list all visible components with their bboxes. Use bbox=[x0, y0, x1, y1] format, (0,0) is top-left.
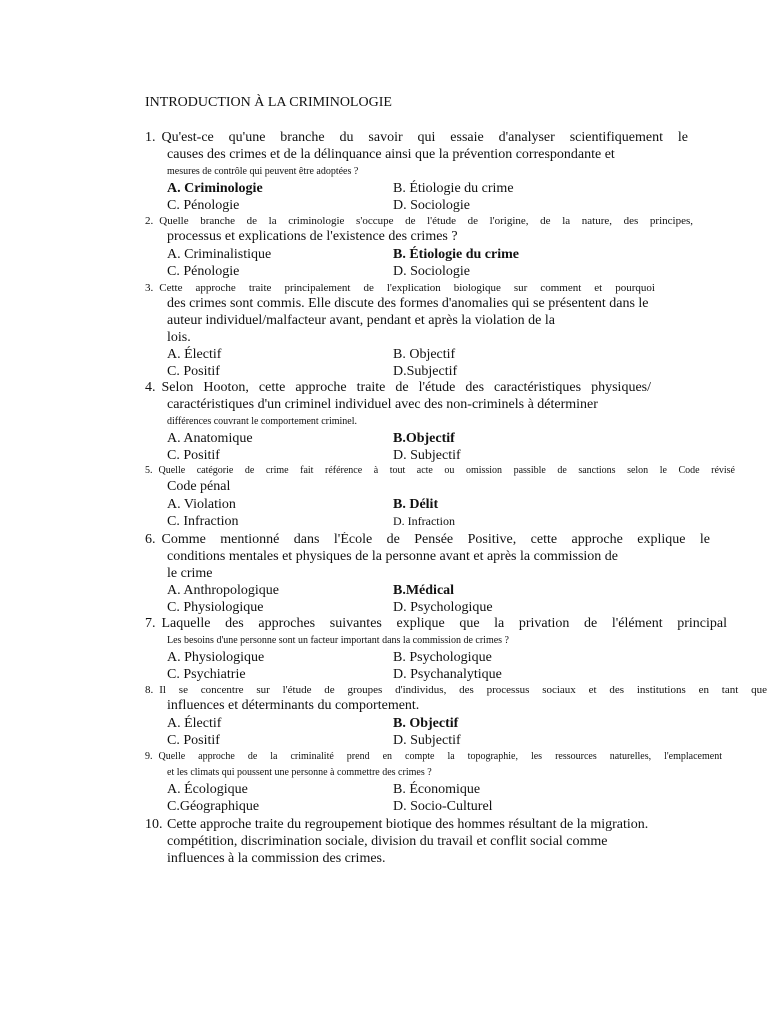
question-text: Selon Hooton, cette approche traite de l'étude des caractéristiques physiques/ bbox=[161, 380, 651, 395]
option-c: C. Pénologie bbox=[167, 263, 240, 279]
question-number: 10. bbox=[145, 817, 163, 832]
option-a: A. Anatomique bbox=[167, 430, 253, 446]
question-text: conditions mentales et physiques de la personne avant et après la commission de bbox=[167, 548, 618, 564]
option-c: C.Géographique bbox=[167, 799, 260, 814]
answer-options bbox=[145, 246, 744, 280]
question-7 bbox=[145, 616, 744, 683]
question-text: le crime bbox=[167, 565, 213, 581]
option-c: C. Positif bbox=[167, 364, 220, 380]
option-d: D. Sociologie bbox=[393, 263, 470, 279]
option-d: D. Psychologique bbox=[393, 600, 493, 616]
option-b: B. Psychologique bbox=[393, 649, 492, 665]
option-d: D. Infraction bbox=[393, 513, 455, 528]
option-b: B. Étiologie du crime bbox=[393, 246, 519, 262]
option-d: D. Socio-Culturel bbox=[393, 799, 493, 814]
question-text: mesures de contrôle qui peuvent être adoptées ? bbox=[167, 165, 359, 177]
answer-options bbox=[145, 496, 744, 530]
option-b: B. Objectif bbox=[393, 715, 459, 731]
document-title: INTRODUCTION À LA CRIMINOLOGIE bbox=[145, 95, 392, 110]
answer-options bbox=[145, 781, 744, 815]
option-a: A. Criminalistique bbox=[167, 246, 272, 262]
option-a: A. Criminologie bbox=[167, 180, 263, 196]
question-number: 8. bbox=[145, 684, 154, 696]
question-text: Code pénal bbox=[167, 479, 231, 494]
option-c: C. Psychiatrie bbox=[167, 666, 246, 682]
question-text: Cette approche traite du regroupement biotique des hommes résultant de la migration. bbox=[167, 817, 649, 832]
question-number: 3. bbox=[145, 282, 154, 294]
question-number: 4. bbox=[145, 380, 156, 395]
answer-options bbox=[145, 430, 744, 464]
question-text: Cette approche traite principalement de l'explication biologique sur comment et pourquoi bbox=[159, 282, 655, 294]
question-1 bbox=[145, 130, 744, 214]
question-number: 7. bbox=[145, 616, 156, 631]
question-text: Laquelle des approches suivantes explique que la privation de l'élément principal bbox=[161, 616, 727, 631]
option-d: D. Sociologie bbox=[393, 197, 470, 213]
question-text: caractéristiques d'un criminel individuel avec des non-criminels à déterminer bbox=[167, 396, 598, 412]
option-b: B. Objectif bbox=[393, 347, 456, 363]
option-d: D.Subjectif bbox=[393, 364, 458, 380]
option-b: B. Étiologie du crime bbox=[393, 180, 514, 196]
question-5 bbox=[145, 463, 744, 530]
option-a: A. Électif bbox=[167, 715, 222, 731]
question-number: 1. bbox=[145, 130, 156, 145]
question-number: 9. bbox=[145, 751, 153, 762]
question-text: Les besoins d'une personne sont un facteur important dans la commission de crimes ? bbox=[167, 634, 509, 646]
option-d: D. Subjectif bbox=[393, 732, 461, 748]
option-b: B. Délit bbox=[393, 496, 439, 512]
option-c: C. Positif bbox=[167, 447, 220, 463]
question-text: influences et déterminants du comportement. bbox=[167, 698, 420, 713]
question-number: 6. bbox=[145, 532, 156, 547]
answer-options bbox=[145, 346, 744, 380]
question-number: 5. bbox=[145, 465, 153, 476]
question-text: Il se concentre sur l'étude de groupes d'individus, des processus sociaux et des institutions en tant que bbox=[159, 684, 767, 696]
question-number: 2. bbox=[145, 215, 154, 227]
question-text: auteur individuel/malfacteur avant, pendant et après la violation de la bbox=[167, 312, 555, 328]
question-4 bbox=[145, 380, 744, 464]
option-a: A. Électif bbox=[167, 347, 222, 363]
answer-options bbox=[145, 715, 744, 749]
option-a: A. Anthropologique bbox=[167, 583, 279, 599]
question-text: des crimes sont commis. Elle discute des formes d'anomalies qui se présentent dans le bbox=[167, 296, 649, 311]
question-text: compétition, discrimination sociale, division du travail et conflit social comme bbox=[167, 833, 608, 849]
answer-options bbox=[145, 649, 744, 683]
question-8 bbox=[145, 682, 767, 749]
question-text: lois. bbox=[167, 329, 191, 345]
option-c: C. Positif bbox=[167, 732, 220, 748]
option-b: B. Économique bbox=[393, 782, 481, 797]
option-d: D. Psychanalytique bbox=[393, 666, 502, 682]
question-text: causes des crimes et de la délinquance ainsi que la prévention correspondante et bbox=[167, 146, 615, 162]
option-c: C. Physiologique bbox=[167, 600, 264, 616]
question-text: Comme mentionné dans l'École de Pensée Positive, cette approche explique le bbox=[161, 532, 710, 547]
question-text: influences à la commission des crimes. bbox=[167, 850, 386, 866]
question-text: processus et explications de l'existence des crimes ? bbox=[167, 229, 458, 244]
option-a: A. Physiologique bbox=[167, 649, 265, 665]
question-6 bbox=[145, 532, 744, 616]
question-text: différences couvrant le comportement criminel. bbox=[167, 415, 358, 427]
answer-options bbox=[145, 180, 744, 214]
question-text: Quelle branche de la criminologie s'occupe de l'étude de l'origine, de la nature, des principes, bbox=[159, 215, 693, 227]
option-c: C. Infraction bbox=[167, 513, 239, 529]
option-b: B.Objectif bbox=[393, 430, 455, 446]
question-text: et les climats qui poussent une personne à commettre des crimes ? bbox=[167, 767, 432, 778]
question-text: Quelle catégorie de crime fait référence à tout acte ou omission passible de sanctions selon le Code révisé bbox=[158, 465, 735, 476]
answer-options bbox=[145, 582, 744, 616]
question-text: Quelle approche de la criminalité prend en compte la topographie, les ressources naturelles, l'emplacement bbox=[158, 751, 722, 762]
option-a: A. Écologique bbox=[167, 782, 248, 797]
question-10 bbox=[145, 817, 744, 867]
option-d: D. Subjectif bbox=[393, 447, 461, 463]
question-3 bbox=[145, 280, 744, 380]
question-text: Qu'est-ce qu'une branche du savoir qui essaie d'analyser scientifiquement le bbox=[161, 130, 688, 145]
question-9 bbox=[145, 749, 744, 815]
question-2 bbox=[145, 213, 744, 280]
option-b: B.Médical bbox=[393, 583, 455, 599]
option-a: A. Violation bbox=[167, 496, 236, 512]
option-c: C. Pénologie bbox=[167, 197, 240, 213]
